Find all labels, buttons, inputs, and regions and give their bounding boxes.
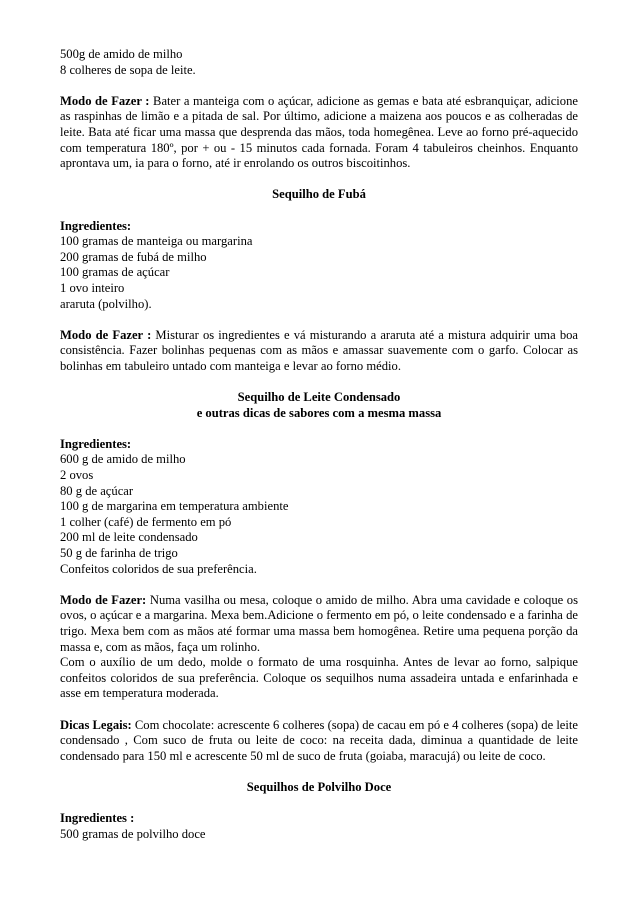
ingredient-item: 600 g de amido de milho: [60, 452, 186, 467]
method-text: Misturar os ingredientes e vá misturando a araruta até a mistura adquirir uma boa consistência. Fazer bolinhas pequenas com as mãos e amassar suavemente com o garfo. Colocar as bolinhas em tabuleiro untado com manteiga e levar ao forno médio.: [60, 327, 578, 373]
method-paragraph: [60, 328, 578, 375]
ingredient-item: 80 g de açúcar: [60, 483, 134, 498]
tips-paragraph: [60, 718, 578, 765]
recipe-title: Sequilho de Fubá: [272, 187, 366, 202]
ingredients-heading: Ingredientes :: [60, 811, 135, 826]
spacer: [60, 577, 578, 593]
spacer: [60, 172, 578, 188]
method-paragraph-continued: Com o auxílio de um dedo, molde o formato de uma rosquinha. Antes de levar ao forno, salpique confeitos coloridos de sua preferência. Coloque os sequilhos numa assadeira untada e enfarinhada e asse em temperatura moderada.: [60, 655, 578, 701]
ingredient-item: 100 g de margarina em temperatura ambiente: [60, 499, 289, 514]
ingredient-item: 200 ml de leite condensado: [60, 530, 198, 545]
recipe-subtitle: e outras dicas de sabores com a mesma massa: [196, 405, 442, 420]
ingredients-heading: Ingredientes:: [60, 218, 132, 233]
document-page: [60, 47, 578, 842]
ingredient-item: 100 gramas de manteiga ou margarina: [60, 234, 253, 249]
spacer: [60, 796, 578, 812]
method-label: Modo de Fazer:: [60, 592, 147, 607]
ingredient-item: 1 colher (café) de fermento em pó: [60, 514, 232, 529]
spacer: [60, 374, 578, 390]
spacer: [60, 702, 578, 718]
ingredient-item: Confeitos coloridos de sua preferência.: [60, 561, 257, 576]
ingredient-item: 50 g de farinha de trigo: [60, 546, 178, 560]
spacer: [60, 78, 578, 94]
ingredient-item: 200 gramas de fubá de milho: [60, 249, 207, 264]
intro-line: 500g de amido de milho: [60, 47, 183, 61]
spacer: [60, 421, 578, 437]
tips-text: Com chocolate: acrescente 6 colheres (sopa) de cacau em pó e 4 colheres (sopa) de leite condensado , Com suco de fruta ou leite de coco: na receita dada, diminua a quantidade de leite condensado para 150 ml e acrescente 50 ml de suco de fruta (goiaba, maracujá) ou leite de coco.: [60, 717, 578, 763]
ingredient-item: 100 gramas de açúcar: [60, 265, 170, 280]
spacer: [60, 203, 578, 219]
method-text: Numa vasilha ou mesa, coloque o amido de milho. Abra uma cavidade e coloque os ovos, o açúcar e a margarina. Mexa bem.Adicione o fermento em pó, o leite condensado e a farinha de trigo. Mexa bem com as mãos até formar uma massa bem homogênea. Retire uma pequena porção da massa e, com as mãos, faça um rolinho.: [60, 592, 579, 654]
ingredient-item: 1 ovo inteiro: [60, 280, 125, 295]
spacer: [60, 764, 578, 780]
method-label: Modo de Fazer :: [60, 93, 150, 108]
ingredients-heading: Ingredientes:: [60, 436, 132, 451]
method-paragraph: [60, 94, 578, 172]
tips-label: Dicas Legais:: [60, 717, 132, 732]
recipe-title: Sequilhos de Polvilho Doce: [246, 779, 392, 794]
method-paragraph: [60, 593, 578, 655]
ingredient-item: 500 gramas de polvilho doce: [60, 826, 206, 841]
method-text: Bater a manteiga com o açúcar, adicione as gemas e bata até esbranquiçar, adicione as raspinhas de limão e a pitada de sal. Por último, adicione a maizena aos poucos e as colheradas de leite. Bata até ficar uma massa que desprenda das mãos, toda homegênea. Leve ao forno pré-aquecido com temperatura 180º, por + ou - 15 minutos cada fornada. Foram 4 tabuleiros cheinhos. Enquanto aprontava um, ia para o forno, até ir enrolando os outros biscoitinhos.: [60, 93, 578, 171]
intro-line: 8 colheres de sopa de leite.: [60, 62, 196, 77]
spacer: [60, 312, 578, 328]
method-label: Modo de Fazer :: [60, 327, 152, 342]
ingredient-item: 2 ovos: [60, 468, 94, 483]
ingredient-item: araruta (polvilho).: [60, 296, 152, 311]
recipe-title: Sequilho de Leite Condensado: [237, 390, 401, 405]
